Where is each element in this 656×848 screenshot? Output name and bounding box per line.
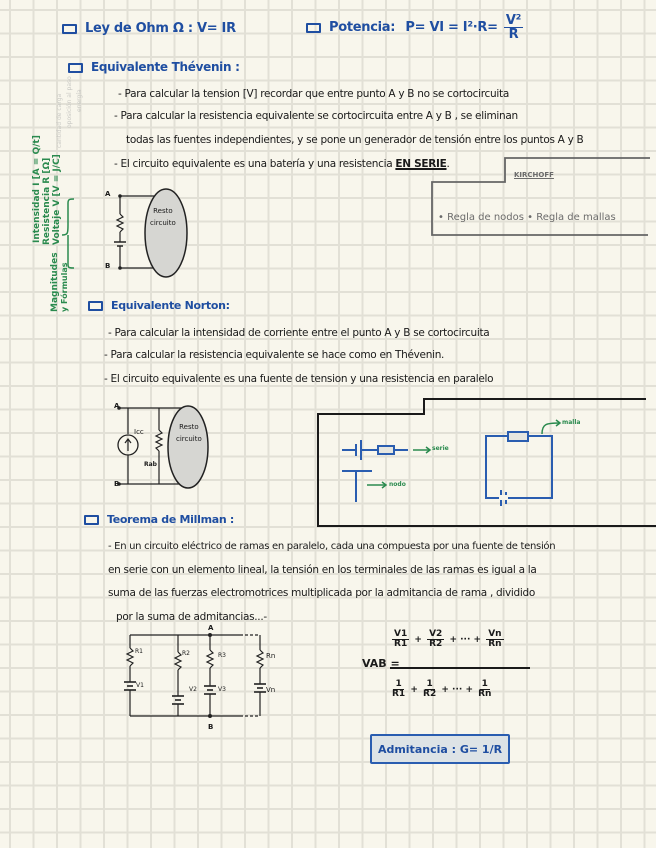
ohm-formula: V= IR xyxy=(196,21,236,36)
millman-circuit-diagram xyxy=(120,632,270,722)
branch-2-v: V2 xyxy=(189,686,197,693)
kirchhoff-box xyxy=(430,157,656,237)
ellipsis-plus: + ··· + xyxy=(449,635,482,645)
blob-label-line1: Resto xyxy=(179,423,199,431)
den-term-2-n: 1 xyxy=(426,679,433,689)
legend-mesh-label: malla xyxy=(562,419,581,426)
millman-bullet-2: en serie con un elemento lineal, la tensión en los terminales de las ramas es igual a la xyxy=(108,564,537,576)
ellipsis-plus: + ··· + xyxy=(441,685,473,695)
kirchhoff-title: KIRCHOFF xyxy=(514,171,554,179)
den-term-1-d: R1 xyxy=(392,689,406,699)
den-term-n-d: Rn xyxy=(478,689,492,699)
norton-bullet-1: - Para calcular la intensidad de corriente entre el punto A y B se cortocircuita xyxy=(108,327,490,339)
norton-circuit-diagram xyxy=(112,400,212,495)
num-term-n-n: Vn xyxy=(488,629,502,639)
sidebar-item-resistencia xyxy=(42,158,52,245)
blob-label-line2: circuito xyxy=(150,219,176,227)
millman-node-a: A xyxy=(208,624,214,632)
num-term-1-n: V1 xyxy=(394,629,408,639)
thevenin-heading xyxy=(68,60,240,74)
branch-3-r: R3 xyxy=(218,652,226,659)
millman-bullet-4: por la suma de admitancias...- xyxy=(116,611,267,623)
millman-node-b: B xyxy=(208,723,214,731)
power-frac-num: V² xyxy=(505,13,522,28)
norton-node-b: B xyxy=(114,480,120,488)
blob-label-line2: circuito xyxy=(176,435,202,443)
checkbox-icon xyxy=(84,515,99,525)
sidebar-item-intensidad xyxy=(32,135,42,243)
num-term-n-d: Rn xyxy=(488,639,502,649)
den-term-n-n: 1 xyxy=(481,679,488,689)
checkbox-icon xyxy=(88,301,103,311)
ohm-label: Ley de Ohm xyxy=(85,21,169,36)
checkbox-icon xyxy=(62,24,77,34)
checkbox-icon xyxy=(306,23,321,33)
branch-2-r: R2 xyxy=(182,650,190,657)
num-term-1-d: R1 xyxy=(394,639,408,649)
ohm-symbol: Ω : xyxy=(172,21,193,36)
norton-title: Equivalente Norton: xyxy=(111,299,230,312)
branch-3-v: V3 xyxy=(218,686,226,693)
legend-box xyxy=(316,396,656,532)
norton-blob-label xyxy=(176,423,202,443)
thevenin-circuit-diagram xyxy=(112,186,192,281)
norton-source-label: Icc xyxy=(134,428,144,436)
thevenin-bullet-2: - Para calcular la resistencia equivalente se cortocircuita entre A y B , se eliminan xyxy=(114,110,518,122)
num-term-2-d: R2 xyxy=(429,639,443,649)
resistencia-label: Resistencia R xyxy=(42,176,52,245)
legend-series-label: serie xyxy=(432,445,449,452)
thevenin-bullet-4-text: - El circuito equivalente es una batería y una resistencia xyxy=(114,158,393,170)
vab-denominator xyxy=(390,680,493,699)
plus-sign: + xyxy=(414,635,422,645)
power-fraction xyxy=(504,14,523,41)
thevenin-bullet-4: - El circuito equivalente es una batería y una resistencia EN SERIE. xyxy=(114,158,450,170)
en-serie-emphasis: EN SERIE xyxy=(395,158,447,170)
sidebar-item-voltaje xyxy=(52,154,62,245)
branch-n-v: Vn xyxy=(266,686,276,694)
thevenin-bullet-3: todas las fuentes independientes, y se pone un generador de tensión entre los puntos A y B xyxy=(126,134,584,146)
den-term-2-d: R2 xyxy=(423,689,437,699)
voltaje-label: Voltaje V xyxy=(52,199,62,245)
vab-numerator xyxy=(390,630,506,649)
thevenin-blob-label xyxy=(150,207,176,227)
voltaje-unit: [V = J/C] xyxy=(52,154,62,197)
thevenin-node-b: B xyxy=(105,262,111,270)
group-label-line1: Magnitudes xyxy=(50,252,60,312)
norton-resistor-label: Rab xyxy=(144,461,157,468)
millman-heading xyxy=(84,513,234,526)
num-term-2-n: V2 xyxy=(429,629,443,639)
vab-lhs: VAB = xyxy=(362,657,400,670)
millman-bullet-3: suma de las fuerzas electromotrices multiplicada por la admitancia de rama , dividido xyxy=(108,587,536,599)
thevenin-node-a: A xyxy=(105,190,111,198)
main-fraction-bar xyxy=(390,667,530,669)
branch-n-r: Rn xyxy=(266,652,276,660)
branch-1-r: R1 xyxy=(135,648,143,655)
legend-node-label: nodo xyxy=(389,481,406,488)
power-heading xyxy=(306,14,525,41)
norton-bullet-2: - Para calcular la resistencia equivalente se hace como en Thévenin. xyxy=(104,349,445,361)
resistencia-unit: [Ω] xyxy=(42,157,52,174)
admittance-box: Admitancia : G= 1/R xyxy=(370,734,510,764)
power-formula: P= VI = I²·R= xyxy=(405,20,498,35)
thevenin-title: Equivalente Thévenin : xyxy=(91,60,240,74)
faint-note-1: cantidad de carga xyxy=(56,93,63,148)
checkbox-icon xyxy=(68,63,83,73)
plus-sign: + xyxy=(410,685,418,695)
branch-1-v: V1 xyxy=(136,682,144,689)
norton-heading xyxy=(88,299,230,312)
millman-title: Teorema de Millman : xyxy=(107,513,235,526)
den-term-1-n: 1 xyxy=(395,679,402,689)
norton-node-a: A xyxy=(114,402,120,410)
norton-bullet-3: - El circuito equivalente es una fuente de tension y una resistencia en paralelo xyxy=(104,373,494,385)
power-label: Potencia: xyxy=(329,20,396,35)
group-label-line2: y Fórmulas xyxy=(60,262,69,312)
millman-bullet-1: - En un circuito eléctrico de ramas en paralelo, cada una compuesta por una fuente de tensión xyxy=(108,541,556,552)
power-frac-den: R xyxy=(508,27,519,42)
blob-label-line1: Resto xyxy=(153,207,173,215)
faint-note-3: energía xyxy=(76,89,83,112)
intensidad-label: Intensidad I xyxy=(32,182,42,243)
thevenin-bullet-1: - Para calcular la tension [V] recordar que entre punto A y B no se cortocircuita xyxy=(118,88,509,100)
kirchhoff-rules: • Regla de nodos • Regla de mallas xyxy=(438,212,616,223)
intensidad-unit: [A = Q/t] xyxy=(32,135,42,180)
faint-note-2: oposición al paso xyxy=(66,76,73,128)
magnitudes-brace xyxy=(60,195,90,270)
ohm-law-heading xyxy=(62,21,236,36)
